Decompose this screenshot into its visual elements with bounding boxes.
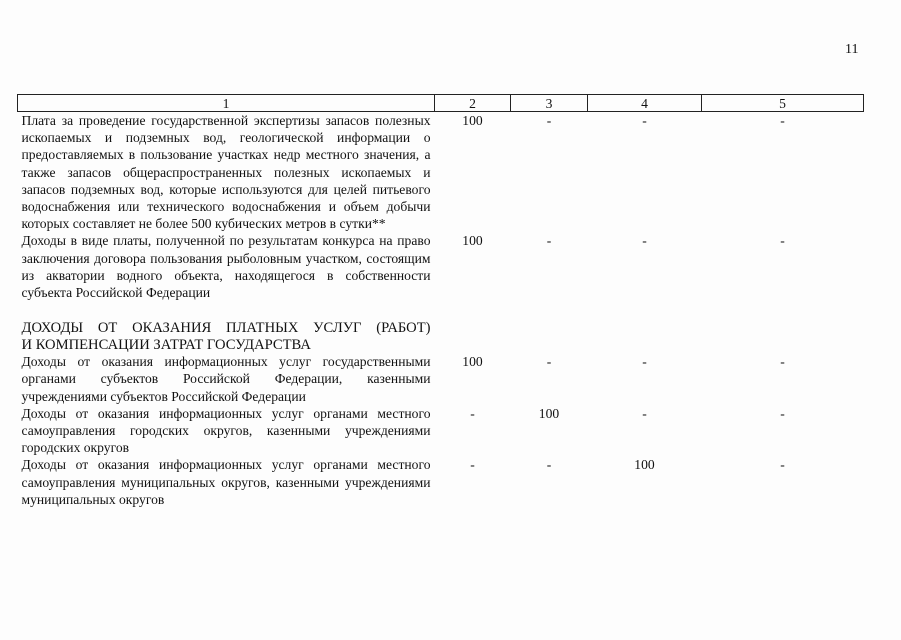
table-row	[18, 232, 864, 301]
row-description: Плата за проведение государственной экспертизы запасов полезных ископаемых и подземных вод, геологической информации о предоставляемых в пользование участках недр местного значения, а также запасов общераспространенных полезных ископаемых и запасов подземных вод, которые используются для целей питьевого водоснабжения или технического водоснабжения и объем добычи которых составляет не более 500 кубических метров в сутки**	[21, 113, 431, 232]
section-title	[18, 301, 435, 353]
value-col-2: 100	[462, 113, 483, 128]
table-row	[18, 112, 864, 233]
value-col-4: -	[642, 354, 647, 370]
value-col-4: -	[642, 233, 647, 249]
value-col-5: -	[780, 354, 785, 370]
header-col-1: 1	[18, 95, 435, 112]
row-description: Доходы от оказания информационных услуг государственными органами субъектов Российской Федерации, казенными учреждениями субъектов Российской Федерации	[21, 354, 431, 404]
value-col-2: 100	[462, 233, 483, 249]
value-col-3: -	[546, 113, 552, 128]
revenue-table	[17, 94, 864, 508]
section-title-line-1: ДОХОДЫ ОТ ОКАЗАНИЯ ПЛАТНЫХ УСЛУГ (РАБОТ)	[21, 320, 431, 337]
page-number: 11	[845, 42, 859, 57]
table-header	[18, 95, 864, 112]
header-col-2: 2	[435, 95, 511, 112]
row-description: Доходы от оказания информационных услуг органами местного самоуправления муниципальных округов, казенными учреждениями муниципальных округов	[21, 457, 431, 507]
value-col-3: -	[546, 457, 552, 473]
value-col-4: 100	[634, 457, 655, 473]
section-title-line-2: И КОМПЕНСАЦИИ ЗАТРАТ ГОСУДАРСТВА	[21, 336, 311, 353]
value-col-5: -	[780, 457, 785, 473]
value-col-4: -	[642, 405, 647, 421]
value-col-5: -	[780, 405, 785, 421]
value-col-3: 100	[538, 405, 560, 421]
value-col-4: -	[642, 113, 647, 128]
value-col-3: -	[546, 233, 552, 249]
header-col-4: 4	[588, 95, 702, 112]
header-col-5: 5	[702, 95, 864, 112]
value-col-2: -	[470, 457, 475, 473]
table-row	[18, 456, 864, 508]
value-col-2: 100	[462, 354, 483, 370]
value-col-3: -	[546, 354, 552, 370]
table-body	[18, 112, 864, 509]
header-row	[18, 95, 864, 112]
table-row	[18, 405, 864, 457]
value-col-5: -	[780, 113, 785, 128]
value-col-2: -	[470, 405, 475, 421]
row-description: Доходы от оказания информационных услуг органами местного самоуправления городских округов, казенными учреждениями городских округов	[21, 405, 431, 456]
value-col-5: -	[780, 233, 785, 249]
row-description: Доходы в виде платы, полученной по результатам конкурса на право заключения договора пользования рыболовным участком, состоящим из акватории водного объекта, находящегося в собственности субъекта Российской Федерации	[21, 233, 431, 301]
header-col-3: 3	[511, 95, 588, 112]
table-row	[18, 353, 864, 405]
section-heading-row	[18, 301, 864, 353]
